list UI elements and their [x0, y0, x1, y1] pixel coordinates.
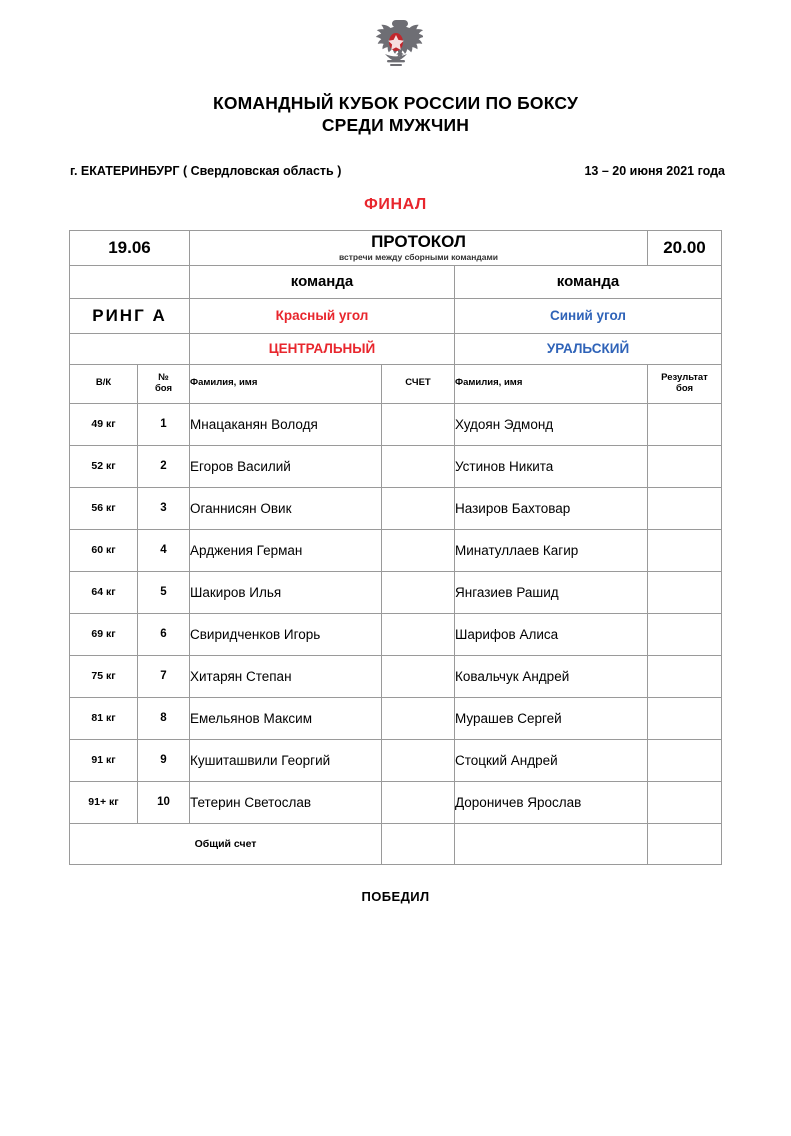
cell-result[interactable]	[648, 571, 722, 613]
cell-result[interactable]	[648, 403, 722, 445]
emblem-container	[64, 0, 727, 72]
total-score-label: Общий счет	[69, 823, 381, 864]
russian-boxing-federation-emblem	[369, 16, 423, 72]
team-label-left: команда	[190, 265, 455, 298]
table-row	[69, 571, 721, 613]
cell-result[interactable]	[648, 655, 722, 697]
protocol-date: 19.06	[69, 230, 189, 265]
title-line-1: КОМАНДНЫЙ КУБОК РОССИИ ПО БОКСУ	[212, 93, 579, 113]
cell-weight: 91 кг	[69, 739, 137, 781]
cell-fighter-blue: Шарифов Алиса	[455, 613, 648, 655]
document-title	[64, 92, 727, 137]
cell-result[interactable]	[648, 697, 722, 739]
cell-fighter-blue: Худоян Эдмонд	[455, 403, 648, 445]
cell-bout-number: 1	[137, 403, 189, 445]
protocol-time: 20.00	[648, 230, 722, 265]
protocol-subtitle: встречи между сборными командами	[338, 252, 499, 263]
cell-score[interactable]	[382, 739, 455, 781]
cell-result[interactable]	[648, 781, 722, 823]
cell-fighter-red: Емельянов Максим	[190, 697, 382, 739]
cell-fighter-blue: Назиров Бахтовар	[455, 487, 648, 529]
cell-result[interactable]	[648, 445, 722, 487]
total-score-red[interactable]	[382, 823, 455, 864]
cell-bout-number: 9	[137, 739, 189, 781]
total-score-blue[interactable]	[455, 823, 648, 864]
team-name-blue: УРАЛЬСКИЙ	[455, 333, 722, 364]
winner-label: ПОБЕДИЛ	[361, 888, 430, 904]
cell-result[interactable]	[648, 613, 722, 655]
cell-bout-number: 10	[137, 781, 189, 823]
cell-fighter-blue: Янгазиев Рашид	[455, 571, 648, 613]
cell-weight: 91+ кг	[69, 781, 137, 823]
cell-score[interactable]	[382, 781, 455, 823]
table-row-total	[69, 823, 721, 864]
cell-score[interactable]	[382, 529, 455, 571]
cell-score[interactable]	[382, 613, 455, 655]
bout-number-line-1: №	[158, 371, 169, 383]
cell-score[interactable]	[382, 571, 455, 613]
cell-fighter-red: Хитарян Степан	[190, 655, 382, 697]
event-dates: 13 – 20 июня 2021 года	[584, 163, 725, 178]
cell-score[interactable]	[382, 697, 455, 739]
column-header-name-right: Фамилия, имя	[455, 364, 648, 403]
table-row-team-labels	[69, 265, 721, 298]
table-row	[69, 487, 721, 529]
cell-weight: 81 кг	[69, 697, 137, 739]
cell-fighter-red: Тетерин Светослав	[190, 781, 382, 823]
table-row	[69, 613, 721, 655]
total-result[interactable]	[648, 823, 722, 864]
cell-score[interactable]	[382, 655, 455, 697]
cell-bout-number: 7	[137, 655, 189, 697]
cell-result[interactable]	[648, 739, 722, 781]
table-row-protocol-header	[69, 230, 721, 265]
table-row	[69, 403, 721, 445]
cell-weight: 49 кг	[69, 403, 137, 445]
column-header-weight: В/К	[69, 364, 137, 403]
table-row	[69, 697, 721, 739]
cell-bout-number: 8	[137, 697, 189, 739]
team-label-right: команда	[455, 265, 722, 298]
cell-weight: 52 кг	[69, 445, 137, 487]
ring-label: РИНГ А	[69, 298, 189, 333]
cell-fighter-red: Кушиташвили Георгий	[190, 739, 382, 781]
cell-score[interactable]	[382, 487, 455, 529]
cell-fighter-blue: Дороничев Ярослав	[455, 781, 648, 823]
protocol-table	[69, 230, 722, 865]
empty-cell-team-labels	[69, 265, 189, 298]
cell-fighter-red: Мнацаканян Володя	[190, 403, 382, 445]
cell-fighter-blue: Устинов Никита	[455, 445, 648, 487]
cell-weight: 64 кг	[69, 571, 137, 613]
result-line-1: Результат	[661, 371, 708, 383]
cell-fighter-red: Арджения Герман	[190, 529, 382, 571]
table-row-column-headers	[69, 364, 721, 403]
cell-bout-number: 6	[137, 613, 189, 655]
cell-result[interactable]	[648, 529, 722, 571]
result-line-2: боя	[675, 382, 694, 394]
table-row	[69, 655, 721, 697]
cell-score[interactable]	[382, 403, 455, 445]
table-row	[69, 739, 721, 781]
table-row	[69, 529, 721, 571]
cell-weight: 69 кг	[69, 613, 137, 655]
protocol-title-cell	[190, 230, 648, 265]
cell-fighter-blue: Стоцкий Андрей	[455, 739, 648, 781]
cell-result[interactable]	[648, 487, 722, 529]
column-header-score: СЧЕТ	[382, 364, 455, 403]
column-header-name-left: Фамилия, имя	[190, 364, 382, 403]
cell-fighter-red: Шакиров Илья	[190, 571, 382, 613]
cell-fighter-blue: Ковальчук Андрей	[455, 655, 648, 697]
table-row-team-names	[69, 333, 721, 364]
table-row	[69, 781, 721, 823]
title-line-2: СРЕДИ МУЖЧИН	[321, 115, 470, 136]
cell-bout-number: 4	[137, 529, 189, 571]
event-stage: ФИНАЛ	[364, 195, 427, 213]
cell-weight: 60 кг	[69, 529, 137, 571]
cell-score[interactable]	[382, 445, 455, 487]
column-header-bout-number	[137, 364, 189, 403]
table-row-corners	[69, 298, 721, 333]
team-name-red: ЦЕНТРАЛЬНЫЙ	[190, 333, 455, 364]
cell-fighter-red: Егоров Василий	[190, 445, 382, 487]
bout-number-line-2: боя	[154, 382, 173, 394]
cell-bout-number: 2	[137, 445, 189, 487]
table-row	[69, 445, 721, 487]
cell-bout-number: 5	[137, 571, 189, 613]
cell-fighter-red: Свиридченков Игорь	[190, 613, 382, 655]
corner-blue-label: Синий угол	[455, 298, 722, 333]
protocol-title: ПРОТОКОЛ	[371, 232, 466, 252]
cell-weight: 56 кг	[69, 487, 137, 529]
cell-fighter-red: Оганнисян Овик	[190, 487, 382, 529]
empty-cell-team-names	[69, 333, 189, 364]
corner-red-label: Красный угол	[190, 298, 455, 333]
cell-fighter-blue: Мурашев Сергей	[455, 697, 648, 739]
event-meta	[64, 164, 727, 178]
cell-weight: 75 кг	[69, 655, 137, 697]
cell-bout-number: 3	[137, 487, 189, 529]
column-header-result	[648, 364, 722, 403]
cell-fighter-blue: Минатуллаев Кагир	[455, 529, 648, 571]
event-city: г. ЕКАТЕРИНБУРГ ( Свердловская область )	[70, 163, 342, 178]
